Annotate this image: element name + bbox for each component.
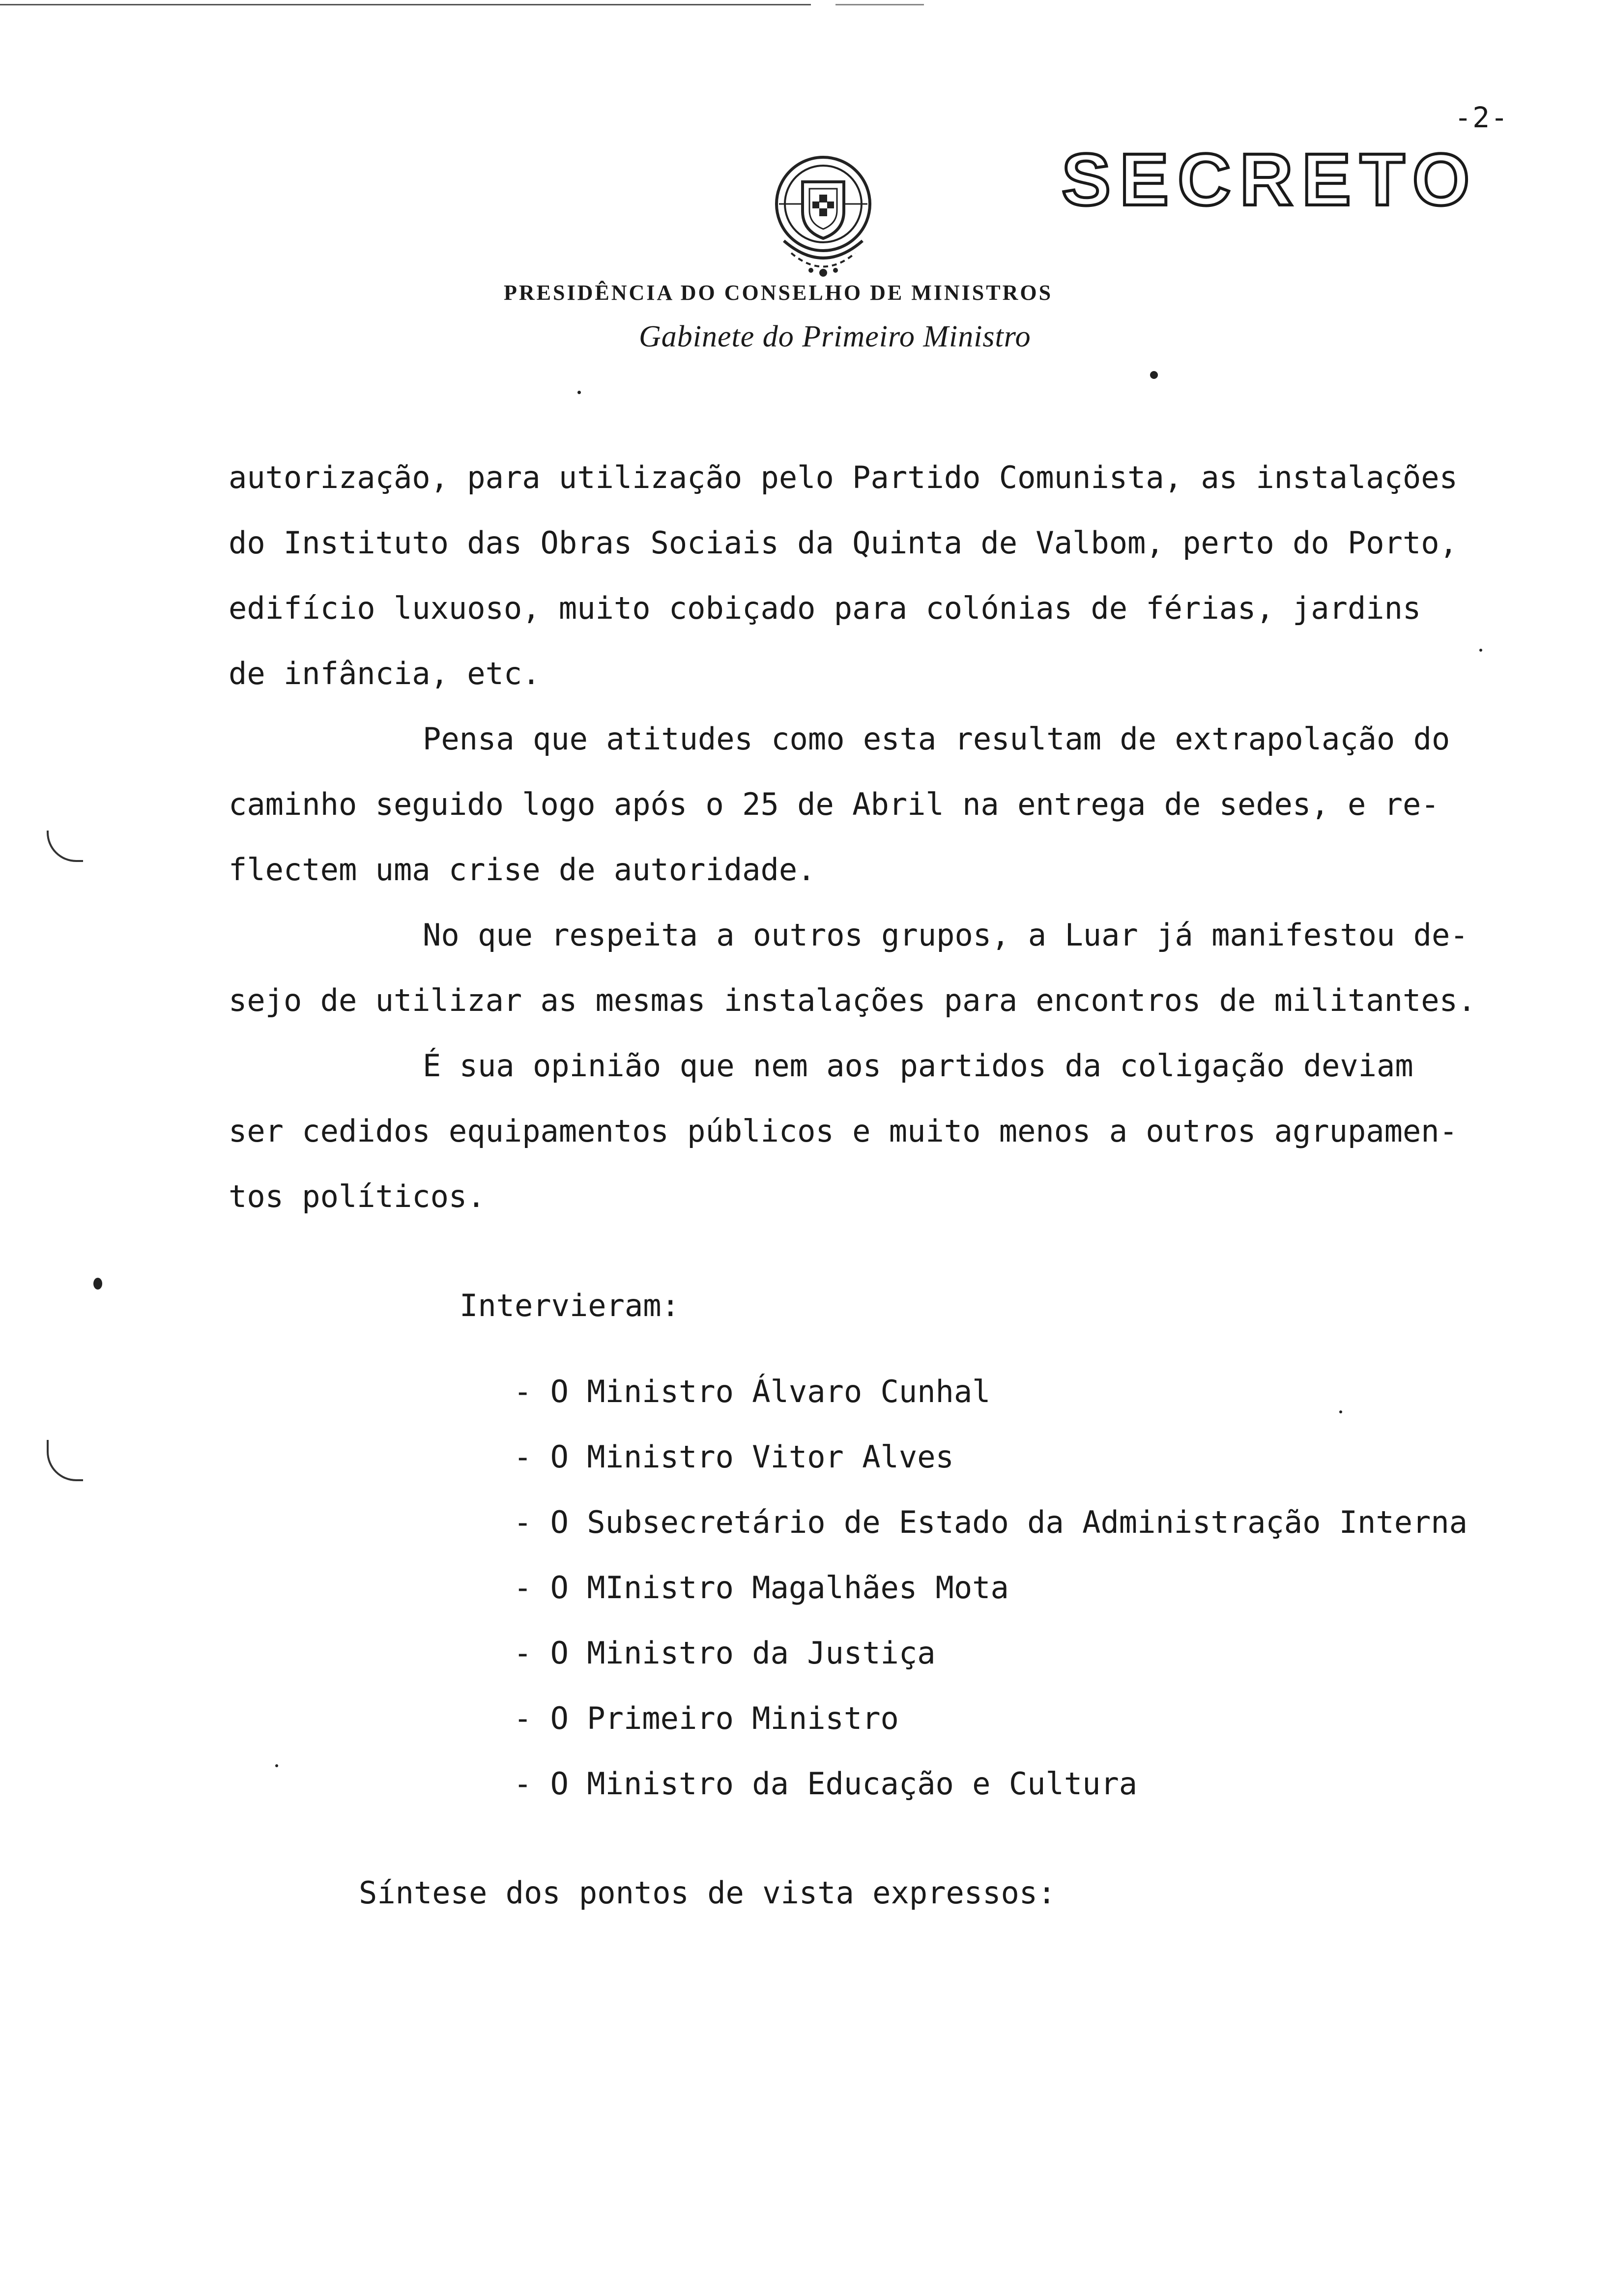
list-item: - O Ministro da Educação e Cultura (514, 1766, 1138, 1802)
list-item: - O MInistro Magalhães Mota (514, 1570, 1009, 1606)
list-item: - O Ministro da Justiça (514, 1635, 936, 1671)
institution-heading: PRESIDÊNCIA DO CONSELHO DE MINISTROS (504, 281, 1053, 305)
body-line: de infância, etc. (229, 656, 541, 691)
margin-mark (47, 831, 83, 862)
margin-mark (47, 1440, 83, 1481)
body-line: autorização, para utilização pelo Partido Comunista, as instalações (229, 459, 1458, 495)
list-item: - O Primeiro Ministro (514, 1700, 899, 1736)
top-edge-rule-fragment (835, 4, 924, 5)
interveners-list (514, 1359, 1468, 1816)
portuguese-coat-of-arms-icon (764, 147, 882, 285)
list-item: - O Ministro Vitor Alves (514, 1439, 954, 1475)
body-line: caminho seguido logo após o 25 de Abril na entrega de sedes, e re- (229, 786, 1439, 822)
body-line: tos políticos. (229, 1178, 486, 1214)
body-line: do Instituto das Obras Sociais da Quinta de Valbom, perto do Porto, (229, 525, 1458, 561)
scan-speck (93, 1278, 102, 1290)
list-item: - O Ministro Álvaro Cunhal (514, 1374, 991, 1409)
synthesis-heading: Síntese dos pontos de vista expressos: (359, 1875, 1056, 1911)
classification-stamp: SECRETO (1062, 138, 1479, 221)
body-line: edifício luxuoso, muito cobiçado para colónias de férias, jardins (229, 590, 1421, 626)
body-line: Pensa que atitudes como esta resultam de extrapolação do (423, 721, 1450, 757)
scan-speck (1150, 371, 1158, 379)
document-body (229, 445, 1555, 1229)
body-line: No que respeita a outros grupos, a Luar já manifestou de- (423, 917, 1468, 953)
body-line: É sua opinião que nem aos partidos da coligação deviam (423, 1048, 1413, 1084)
scan-speck (275, 1764, 278, 1767)
cabinet-subheading: Gabinete do Primeiro Ministro (639, 320, 1031, 353)
body-line: ser cedidos equipamentos públicos e muito menos a outros agrupamen- (229, 1113, 1458, 1149)
scan-speck (577, 391, 581, 394)
page-number: -2- (1454, 101, 1509, 134)
scan-speck (1479, 649, 1482, 652)
body-line: flectem uma crise de autoridade. (229, 852, 816, 888)
body-line: sejo de utilizar as mesmas instalações para encontros de militantes. (229, 982, 1476, 1018)
interveners-heading: Intervieram: (460, 1288, 680, 1323)
top-edge-rule (0, 4, 811, 5)
list-item: - O Subsecretário de Estado da Administração Interna (514, 1504, 1468, 1540)
scan-speck (1339, 1410, 1342, 1413)
